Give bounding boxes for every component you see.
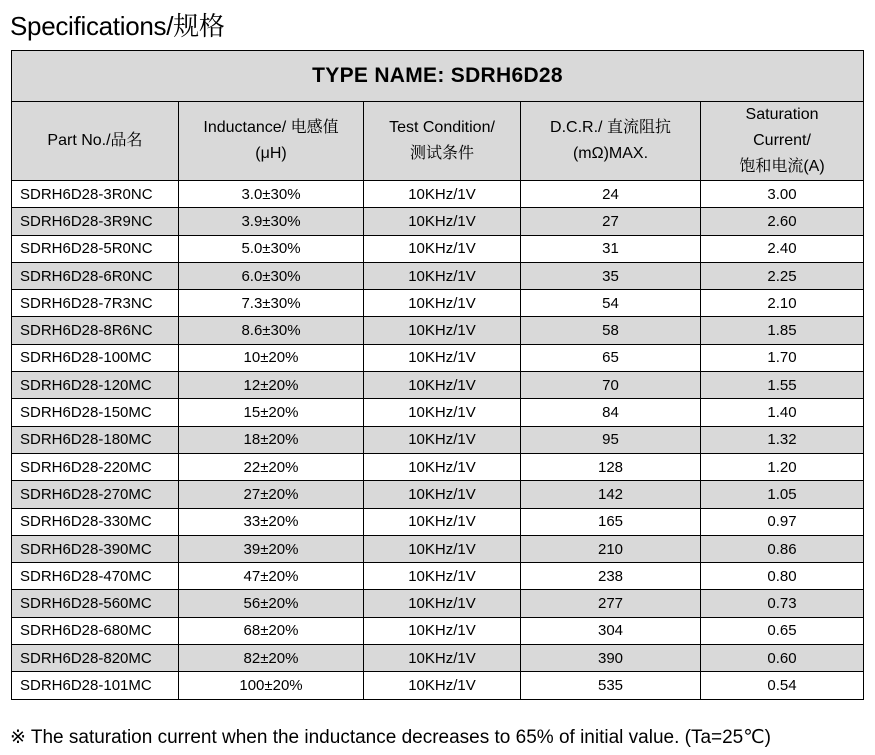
cell-inductance: 12±20% [179, 372, 364, 399]
cell-dcr: 142 [521, 481, 701, 508]
cell-part-no: SDRH6D28-120MC [12, 372, 179, 399]
cell-inductance: 18±20% [179, 426, 364, 453]
table-row [12, 590, 864, 617]
table-row [12, 426, 864, 453]
cell-inductance: 47±20% [179, 563, 364, 590]
spec-rows [12, 181, 864, 700]
cell-dcr: 535 [521, 672, 701, 699]
cell-part-no: SDRH6D28-7R3NC [12, 290, 179, 317]
page-title: Specifications/规格 [10, 11, 225, 41]
cell-dcr: 210 [521, 535, 701, 562]
table-row [12, 208, 864, 235]
cell-part-no: SDRH6D28-270MC [12, 481, 179, 508]
cell-part-no: SDRH6D28-220MC [12, 453, 179, 480]
spec-table [11, 50, 864, 700]
cell-test-condition: 10KHz/1V [364, 426, 521, 453]
cell-test-condition: 10KHz/1V [364, 344, 521, 371]
cell-part-no: SDRH6D28-8R6NC [12, 317, 179, 344]
cell-test-condition: 10KHz/1V [364, 290, 521, 317]
table-row [12, 317, 864, 344]
cell-test-condition: 10KHz/1V [364, 372, 521, 399]
cell-test-condition: 10KHz/1V [364, 453, 521, 480]
table-row [12, 372, 864, 399]
cell-dcr: 65 [521, 344, 701, 371]
cell-test-condition: 10KHz/1V [364, 399, 521, 426]
cell-dcr: 277 [521, 590, 701, 617]
cell-inductance: 8.6±30% [179, 317, 364, 344]
cell-inductance: 100±20% [179, 672, 364, 699]
cell-saturation-current: 0.80 [701, 563, 864, 590]
table-row [12, 262, 864, 289]
table-row [12, 344, 864, 371]
cell-test-condition: 10KHz/1V [364, 235, 521, 262]
table-row [12, 563, 864, 590]
type-name-header: TYPE NAME: SDRH6D28 [12, 51, 864, 102]
cell-dcr: 70 [521, 372, 701, 399]
cell-inductance: 33±20% [179, 508, 364, 535]
cell-inductance: 27±20% [179, 481, 364, 508]
cell-part-no: SDRH6D28-390MC [12, 535, 179, 562]
footnote: ※ The saturation current when the inductance decreases to 65% of initial value. (Ta=25℃) [10, 727, 771, 748]
cell-test-condition: 10KHz/1V [364, 590, 521, 617]
cell-dcr: 58 [521, 317, 701, 344]
cell-part-no: SDRH6D28-5R0NC [12, 235, 179, 262]
cell-part-no: SDRH6D28-180MC [12, 426, 179, 453]
table-row [12, 235, 864, 262]
cell-saturation-current: 3.00 [701, 181, 864, 208]
cell-dcr: 238 [521, 563, 701, 590]
cell-inductance: 6.0±30% [179, 262, 364, 289]
cell-part-no: SDRH6D28-6R0NC [12, 262, 179, 289]
cell-saturation-current: 0.54 [701, 672, 864, 699]
cell-test-condition: 10KHz/1V [364, 617, 521, 644]
cell-test-condition: 10KHz/1V [364, 672, 521, 699]
cell-part-no: SDRH6D28-330MC [12, 508, 179, 535]
table-row [12, 453, 864, 480]
cell-part-no: SDRH6D28-470MC [12, 563, 179, 590]
cell-inductance: 3.0±30% [179, 181, 364, 208]
cell-inductance: 7.3±30% [179, 290, 364, 317]
table-row [12, 181, 864, 208]
cell-dcr: 165 [521, 508, 701, 535]
cell-saturation-current: 2.40 [701, 235, 864, 262]
cell-test-condition: 10KHz/1V [364, 535, 521, 562]
table-row [12, 290, 864, 317]
cell-inductance: 56±20% [179, 590, 364, 617]
table-row [12, 399, 864, 426]
cell-saturation-current: 1.40 [701, 399, 864, 426]
cell-saturation-current: 0.97 [701, 508, 864, 535]
cell-saturation-current: 1.32 [701, 426, 864, 453]
cell-test-condition: 10KHz/1V [364, 317, 521, 344]
cell-part-no: SDRH6D28-560MC [12, 590, 179, 617]
cell-dcr: 31 [521, 235, 701, 262]
header-part-no: Part No./品名 [12, 102, 179, 181]
cell-dcr: 95 [521, 426, 701, 453]
cell-inductance: 68±20% [179, 617, 364, 644]
cell-saturation-current: 0.60 [701, 645, 864, 672]
cell-saturation-current: 0.73 [701, 590, 864, 617]
cell-inductance: 5.0±30% [179, 235, 364, 262]
cell-saturation-current: 1.55 [701, 372, 864, 399]
cell-part-no: SDRH6D28-101MC [12, 672, 179, 699]
cell-saturation-current: 1.05 [701, 481, 864, 508]
table-row [12, 645, 864, 672]
table-row [12, 508, 864, 535]
cell-test-condition: 10KHz/1V [364, 563, 521, 590]
cell-part-no: SDRH6D28-150MC [12, 399, 179, 426]
cell-dcr: 54 [521, 290, 701, 317]
cell-part-no: SDRH6D28-3R0NC [12, 181, 179, 208]
cell-part-no: SDRH6D28-100MC [12, 344, 179, 371]
cell-dcr: 304 [521, 617, 701, 644]
cell-inductance: 15±20% [179, 399, 364, 426]
cell-saturation-current: 1.70 [701, 344, 864, 371]
cell-test-condition: 10KHz/1V [364, 481, 521, 508]
cell-saturation-current: 2.25 [701, 262, 864, 289]
cell-test-condition: 10KHz/1V [364, 181, 521, 208]
cell-inductance: 22±20% [179, 453, 364, 480]
cell-saturation-current: 0.86 [701, 535, 864, 562]
table-row [12, 617, 864, 644]
cell-dcr: 128 [521, 453, 701, 480]
cell-inductance: 82±20% [179, 645, 364, 672]
cell-part-no: SDRH6D28-3R9NC [12, 208, 179, 235]
table-row [12, 535, 864, 562]
cell-part-no: SDRH6D28-820MC [12, 645, 179, 672]
cell-test-condition: 10KHz/1V [364, 645, 521, 672]
cell-inductance: 39±20% [179, 535, 364, 562]
cell-saturation-current: 2.10 [701, 290, 864, 317]
cell-part-no: SDRH6D28-680MC [12, 617, 179, 644]
cell-saturation-current: 1.85 [701, 317, 864, 344]
cell-dcr: 27 [521, 208, 701, 235]
header-saturation-current: Saturation Current/ 饱和电流(A) [701, 102, 864, 181]
table-row [12, 481, 864, 508]
table-row [12, 672, 864, 699]
cell-saturation-current: 2.60 [701, 208, 864, 235]
cell-saturation-current: 1.20 [701, 453, 864, 480]
header-inductance: Inductance/ 电感值 (μH) [179, 102, 364, 181]
cell-test-condition: 10KHz/1V [364, 262, 521, 289]
header-dcr: D.C.R./ 直流阻抗 (mΩ)MAX. [521, 102, 701, 181]
cell-dcr: 84 [521, 399, 701, 426]
cell-saturation-current: 0.65 [701, 617, 864, 644]
cell-dcr: 390 [521, 645, 701, 672]
cell-inductance: 10±20% [179, 344, 364, 371]
cell-dcr: 24 [521, 181, 701, 208]
cell-test-condition: 10KHz/1V [364, 208, 521, 235]
cell-test-condition: 10KHz/1V [364, 508, 521, 535]
header-test-condition: Test Condition/ 测试条件 [364, 102, 521, 181]
cell-inductance: 3.9±30% [179, 208, 364, 235]
cell-dcr: 35 [521, 262, 701, 289]
